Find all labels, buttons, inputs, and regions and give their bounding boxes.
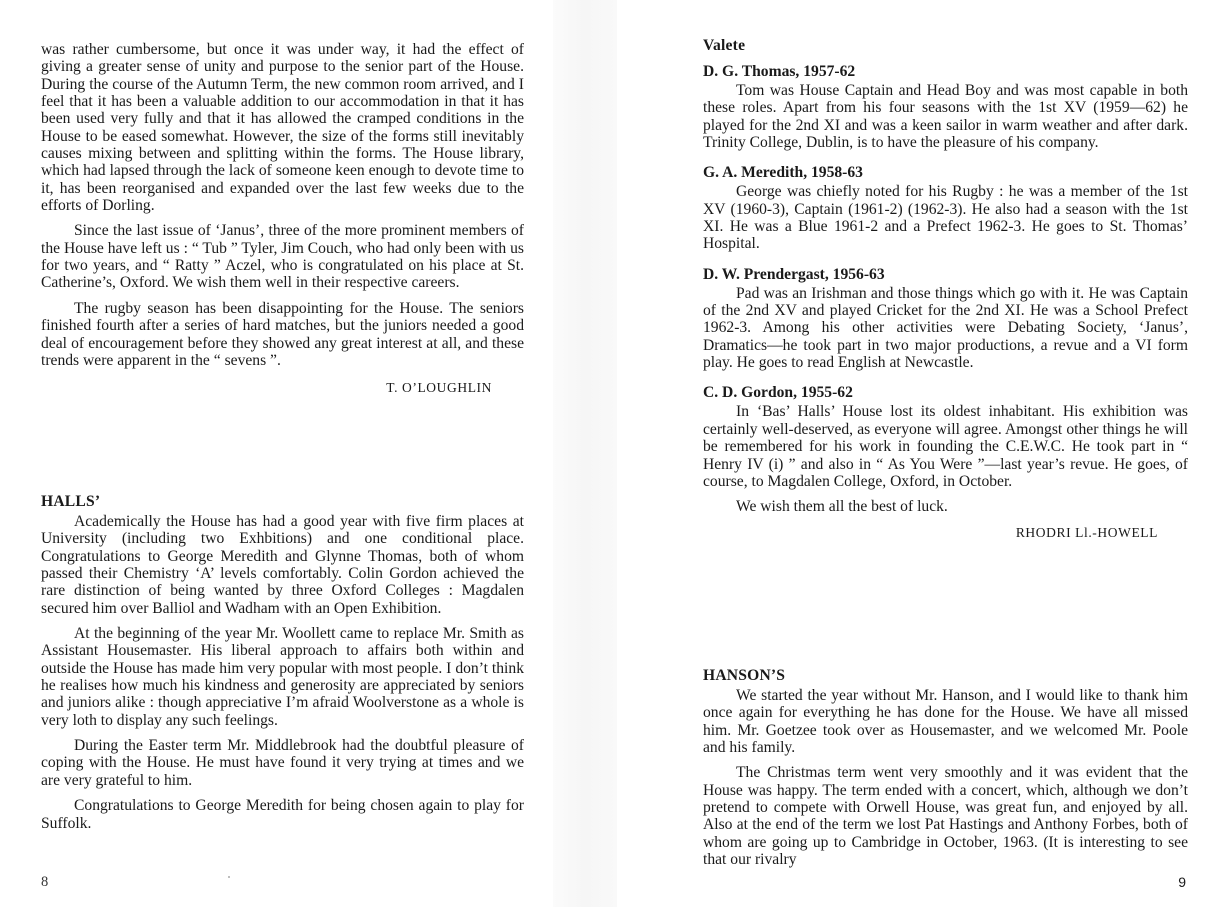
entry-text: George was chiefly noted for his Rugby : he was a member of the 1st XV (1960-3), Captain (1961-2) (1962-3). He also had a season with the 1st XI. He was a Blue 1961-2 and a Prefect 1962-3. He goes to St. Thomas’ Hospital.	[703, 183, 1188, 253]
entry-title: G. A. Meredith, 1958-63	[703, 164, 863, 182]
paragraph: The Christmas term went very smoothly and it was evident that the House was happy. The term ended with a concert, which, although we don’t pretend to compete with Orwell House, was great fun, and enjoyed by all. Also at the end of the term we lost Pat Hastings and Anthony Forbes, both of whom are going up to Cambridge in October, 1963. (It is interesting to see that our rivalry	[703, 764, 1188, 869]
valete-signature: RHODRI Ll.-HOWELL	[1015, 524, 1158, 540]
section-title-valete: Valete	[703, 37, 746, 54]
left-page	[41, 0, 524, 907]
valete-entry	[703, 63, 1188, 151]
section-title-hansons: HANSON’S	[703, 667, 786, 684]
paragraph: Academically the House has had a good year with five firm places at University (including two Exhbitions) and one conditional place. Congratulations to George Meredith and Glynne Thomas, both of whom passed their Chemistry ‘A’ levels comfortably. Colin Gordon achieved the rare distinction of being wanted by three Oxford Colleges : Magdalen secured him over Balliol and Wadham with an Open Exhibition.	[41, 513, 524, 617]
page-gutter	[553, 0, 617, 907]
entry-title: D. W. Prendergast, 1956-63	[703, 265, 885, 283]
page-number: 9	[1178, 874, 1186, 890]
paragraph: We started the year without Mr. Hanson, and I would like to thank him once again for everything he has done for the House. We have all missed him. Mr. Goetzee took over as Housemaster, and we welcomed Mr. Poole and his family.	[703, 687, 1188, 757]
entry-title: C. D. Gordon, 1955-62	[703, 384, 853, 402]
continued-article	[41, 41, 524, 396]
closing-line: We wish them all the best of luck.	[736, 498, 948, 516]
print-speck	[228, 876, 230, 878]
valete-section	[703, 37, 1188, 541]
paragraph: Congratulations to George Meredith for being chosen again to play for Suffolk.	[41, 797, 524, 832]
right-page	[703, 0, 1188, 907]
paragraph: At the beginning of the year Mr. Woollett came to replace Mr. Smith as Assistant Housemaster. His liberal approach to affairs both within and outside the House has made him very popular with most people. I don’t think he realises how much his kindness and generosity are appreciated by seniors and juniors alike : though appreciative I’m afraid Woolverstone as a whole is very loth to display any such feelings.	[41, 625, 524, 729]
entry-text: In ‘Bas’ Halls’ House lost its oldest inhabitant. His exhibition was certainly well-deserved, as everyone will agree. Amongst other things he will be remembered for his work in founding the C.E.W.C. He took part in “ Henry IV (i) ” and also in “ As You Were ”—last year’s revue. He goes, of course, to Magdalen College, Oxford, in October.	[703, 403, 1188, 490]
page-number: 8	[41, 874, 49, 890]
hansons-section	[703, 667, 1188, 868]
valete-entry	[703, 164, 1188, 252]
article-signature: T. O’LOUGHLIN	[386, 380, 492, 396]
valete-entry	[703, 384, 1188, 515]
paragraph: was rather cumbersome, but once it was under way, it had the effect of giving a greater sense of unity and purpose to the senior part of the House. During the course of the Autumn Term, the new common room arrived, and I feel that it has been a valuable addition to our accommodation in that it has been used very fully and that it has allowed the cramped conditions in the House to be eased somewhat. However, the size of the forms still inevitably causes mixing between and splitting within the forms. The House library, which had lapsed through the lack of someone keen enough to devote time to it, has been reorganised and expanded over the last few weeks due to the efforts of Dorling.	[41, 41, 524, 215]
entry-text: Pad was an Irishman and those things which go with it. He was Captain of the 2nd XV and played Cricket for the 2nd XI. He was a School Prefect 1962-3. Among his other activities were Debating Society, ‘Janus’, Dramatics—he took part in two major productions, a revue and a VI form play. He goes to read English at Newcastle.	[703, 284, 1188, 372]
entry-text: Tom was House Captain and Head Boy and was most capable in both these roles. Apart from his four seasons with the 1st XV (1959—62) he played for the 2nd XI and was a keen sailor in warm weather and after dark. Trinity College, Dublin, is to have the pleasure of his company.	[703, 82, 1188, 152]
entry-title: D. G. Thomas, 1957-62	[703, 63, 856, 80]
valete-entry	[703, 266, 1188, 372]
paragraph: The rugby season has been disappointing for the House. The seniors finished fourth after a series of hard matches, but the juniors needed a good deal of encouragement before they showed any great interest at all, and these trends were apparent in the “ sevens ”.	[41, 299, 524, 369]
paragraph: During the Easter term Mr. Middlebrook had the doubtful pleasure of coping with the House. He must have found it very trying at times and we are very grateful to him.	[41, 737, 524, 789]
halls-section	[41, 493, 524, 832]
paragraph: Since the last issue of ‘Janus’, three of the more prominent members of the House have left us : “ Tub ” Tyler, Jim Couch, who had only been with us for two years, and “ Ratty ” Aczel, who is congratulated on his place at St. Catherine’s, Oxford. We wish them well in their respective careers.	[41, 222, 524, 292]
section-title-halls: HALLS’	[41, 493, 101, 510]
